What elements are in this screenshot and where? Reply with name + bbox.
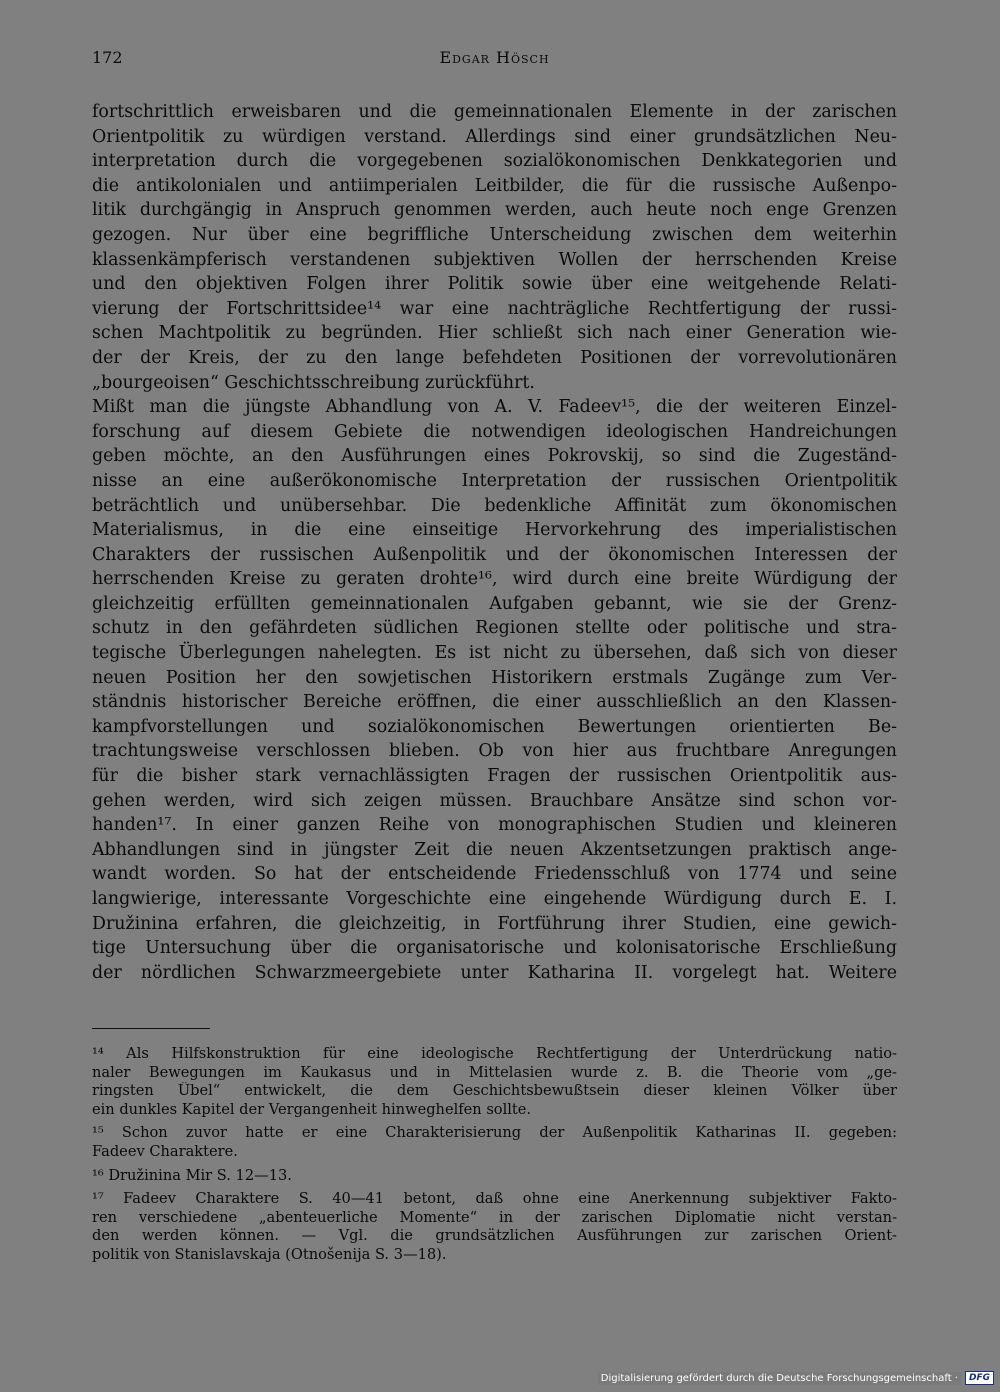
footer-credit-text: Digitalisierung gefördert durch die Deutsche Forschungsgemeinschaft · — [598, 1372, 961, 1385]
footnote-line: ¹⁶ Družinina Mir S. 12—13. — [92, 1166, 292, 1184]
footnote-line: politik von Stanislavskaja (Otnošenija S. 3—18). — [92, 1245, 447, 1263]
body-line: herrschenden Kreise zu geraten drohte¹⁶, wird durch eine breite Würdigung der — [92, 569, 897, 590]
body-line: Charakters der russischen Außenpolitik und der ökonomischen Interessen der — [92, 544, 897, 565]
footnote-line: ¹⁷ Fadeev Charaktere S. 40—41 betont, daß ohne eine Anerkennung subjektiver Fakto- — [92, 1190, 897, 1208]
body-line: interpretation durch die vorgegebenen sozialökonomischen Denkkategorien und — [92, 151, 897, 172]
body-line: langwierige, interessante Vorgeschichte eine eingehende Würdigung durch E. I. — [92, 889, 897, 909]
footnote-line: Fadeev Charaktere. — [92, 1142, 238, 1160]
body-line: nisse an eine außerökonomische Interpretation der russischen Orientpolitik — [92, 470, 897, 491]
body-line: klassenkämpferisch verstandenen subjektiven Wollen der herrschenden Kreise — [92, 249, 897, 270]
footnote — [92, 1190, 897, 1264]
body-line: gehen werden, wird sich zeigen müssen. Brauchbare Ansätze sind schon vor- — [92, 790, 897, 811]
body-line: und den objektiven Folgen ihrer Politik sowie über eine weitgehende Relati- — [92, 274, 897, 295]
body-text — [92, 100, 897, 985]
footnote — [92, 1167, 897, 1186]
body-line: neuen Position her den sowjetischen Historikern erstmals Zugänge zum Ver- — [92, 667, 897, 688]
dfg-logo-icon: DFG — [965, 1371, 994, 1385]
footnote-line: ren verschiedene „abenteuerliche Momente“ in der zarischen Diplomatie nicht verstan- — [92, 1208, 897, 1226]
body-line: schutz in den gefährdeten südlichen Regionen stellte oder politische und stra- — [92, 618, 897, 639]
running-head: Edgar Hösch — [439, 48, 550, 67]
body-line: die antikolonialen und antiimperialen Leitbilder, die für die russische Außenpo- — [92, 175, 897, 196]
body-line: gezogen. Nur über eine begriffliche Unterscheidung zwischen dem weiterhin — [92, 224, 897, 245]
body-line: schen Machtpolitik zu begründen. Hier schließt sich nach einer Generation wie- — [92, 323, 897, 344]
footnote — [92, 1124, 897, 1161]
footnote-line: ¹⁵ Schon zuvor hatte er eine Charakterisierung der Außenpolitik Katharinas II. gegeben: — [92, 1124, 897, 1142]
body-line: geben möchte, an den Ausführungen eines Pokrovskij, so sind die Zugeständ- — [92, 446, 897, 467]
body-line: kampfvorstellungen und sozialökonomischen Bewertungen orientierten Be- — [92, 716, 897, 737]
body-line: gleichzeitig erfüllten gemeinnationalen Aufgaben gebannt, wie sie der Grenz- — [92, 593, 897, 614]
footnote-divider — [92, 1028, 210, 1029]
body-line: tige Untersuchung über die organisatorische und kolonisatorische Erschließung — [92, 938, 897, 959]
body-line: beträchtlich und unübersehbar. Die bedenkliche Affinität zum ökonomischen — [92, 495, 897, 516]
body-line: wandt worden. So hat der entscheidende Friedensschluß von 1774 und seine — [92, 864, 897, 885]
body-line: Orientpolitik zu würdigen verstand. Allerdings sind einer grundsätzlichen Neu- — [92, 126, 897, 147]
page-number: 172 — [92, 48, 123, 67]
body-line: vierung der Fortschrittsidee¹⁴ war eine nachträgliche Rechtfertigung der russi- — [92, 298, 897, 319]
digitization-footer — [598, 1370, 994, 1386]
body-line: für die bisher stark vernachlässigten Fragen der russischen Orientpolitik aus- — [92, 766, 897, 787]
body-line: ständnis historischer Bereiche eröffnen, die einer ausschließlich an den Klassen- — [92, 692, 897, 713]
body-line: litik durchgängig in Anspruch genommen werden, auch heute noch enge Grenzen — [92, 200, 897, 221]
footnote — [92, 1045, 897, 1119]
body-line: trachtungsweise verschlossen blieben. Ob von hier aus fruchtbare Anregungen — [92, 741, 897, 762]
body-line: Abhandlungen sind in jüngster Zeit die neuen Akzentsetzungen praktisch ange- — [92, 839, 897, 860]
body-line: der nördlichen Schwarzmeergebiete unter Katharina II. vorgelegt hat. Weitere — [92, 962, 897, 983]
body-line: der der Kreis, der zu den lange befehdeten Positionen der vorrevolutionären — [92, 347, 897, 368]
body-line: fortschrittlich erweisbaren und die gemeinnationalen Elemente in der zarischen — [92, 102, 897, 122]
footnote-line: ein dunkles Kapitel der Vergangenheit hinweghelfen sollte. — [92, 1100, 532, 1118]
footnotes — [92, 1045, 897, 1265]
body-line: forschung auf diesem Gebiete die notwendigen ideologischen Handreichungen — [92, 421, 897, 442]
footnote-line: ¹⁴ Als Hilfskonstruktion für eine ideologische Rechtfertigung der Unterdrückung natio- — [92, 1045, 897, 1062]
body-line: tegische Überlegungen nahelegten. Es ist nicht zu übersehen, daß sich von dieser — [92, 643, 897, 664]
body-line: handen¹⁷. In einer ganzen Reihe von monographischen Studien und kleineren — [92, 815, 897, 836]
footnote-line: den werden können. — Vgl. die grundsätzlichen Ausführungen zur zarischen Orient- — [92, 1227, 897, 1245]
footnote-line: ringsten Übel“ entwickelt, die dem Geschichtsbewußtsein dieser kleinen Völker über — [92, 1082, 897, 1100]
page-header — [92, 48, 897, 72]
body-line: Družinina erfahren, die gleichzeitig, in Fortführung ihrer Studien, eine gewich- — [92, 913, 897, 934]
footnote-line: naler Bewegungen im Kaukasus und in Mittelasien wurde z. B. die Theorie vom „ge- — [92, 1063, 897, 1081]
body-line: Mißt man die jüngste Abhandlung von A. V. Fadeev¹⁵, die der weiteren Einzel- — [92, 397, 897, 418]
body-line: Materialismus, in die eine einseitige Hervorkehrung des imperialistischen — [92, 520, 897, 541]
body-line: „bourgeoisen“ Geschichtsschreibung zurückführt. — [92, 372, 535, 393]
